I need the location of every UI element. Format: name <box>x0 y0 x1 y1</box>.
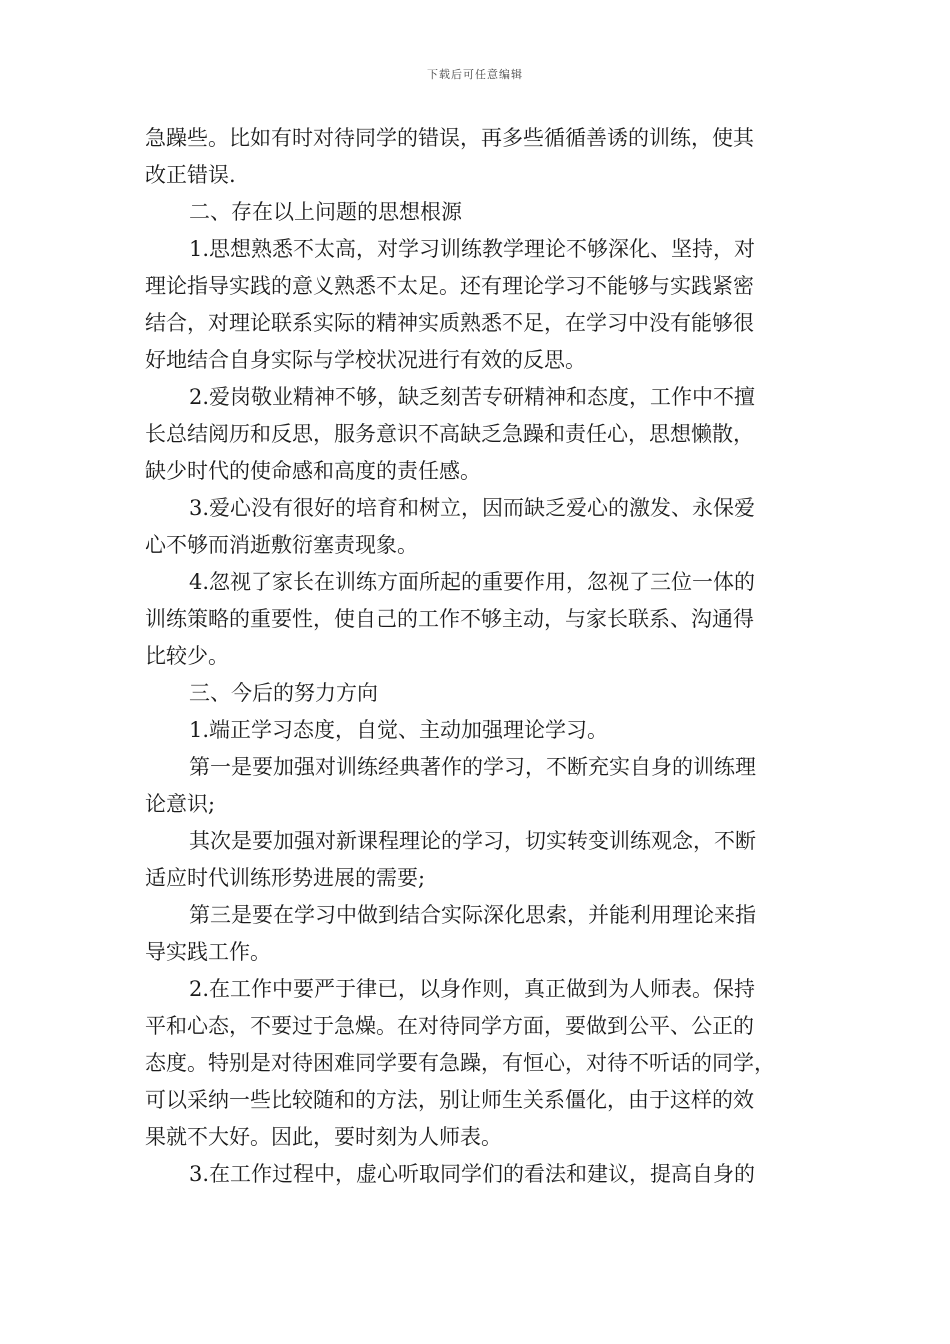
page-header: 下载后可任意编辑 <box>427 68 523 81</box>
text-line: 可以采纳一些比较随和的方法，别让师生关系僵化，由于这样的效 <box>145 1088 754 1112</box>
paragraph <box>145 712 813 749</box>
paragraph <box>145 1156 813 1193</box>
text-line: 1.端正学习态度，自觉、主动加强理论学习。 <box>189 718 609 742</box>
text-line: 第一是要加强对训练经典著作的学习，不断充实自身的训练理 <box>189 755 756 779</box>
paragraph <box>145 971 813 1156</box>
text-line: 果就不大好。因此，要时刻为人师表。 <box>145 1125 502 1149</box>
text-line: 心不够而消逝敷衍塞责现象。 <box>145 533 418 557</box>
text-line: 比较少。 <box>145 644 229 668</box>
text-line: 态度。特别是对待困难同学要有急躁，有恒心，对待不听话的同学， <box>145 1051 775 1075</box>
paragraph <box>145 823 813 897</box>
text-line: 理论指导实践的意义熟悉不太足。还有理论学习不能够与实践紧密 <box>145 274 754 298</box>
text-line: 2.爱岗敬业精神不够，缺乏刻苦专研精神和态度，工作中不擅 <box>189 385 756 409</box>
text-line: 第三是要在学习中做到结合实际深化思索，并能利用理论来指 <box>189 903 756 927</box>
text-line: 急躁些。比如有时对待同学的错误，再多些循循善诱的训练，使其 <box>145 126 754 150</box>
paragraph <box>145 120 813 194</box>
text-line: 三、今后的努力方向 <box>189 681 378 705</box>
text-line: 好地结合自身实际与学校状况进行有效的反思。 <box>145 348 586 372</box>
paragraph <box>145 194 813 231</box>
text-line: 结合，对理论联系实际的精神实质熟悉不足，在学习中没有能够很 <box>145 311 754 335</box>
text-line: 适应时代训练形势进展的需要; <box>145 866 426 890</box>
text-line: 论意识; <box>145 792 216 816</box>
text-line: 长总结阅历和反思，服务意识不高缺乏急躁和责任心，思想懒散， <box>145 422 754 446</box>
text-line: 二、存在以上问题的思想根源 <box>189 200 462 224</box>
paragraph <box>145 490 813 564</box>
text-line: 平和心态，不要过于急燥。在对待同学方面，要做到公平、公正的 <box>145 1014 754 1038</box>
text-line: 2.在工作中要严于律已，以身作则，真正做到为人师表。保持 <box>189 977 756 1001</box>
paragraph <box>145 897 813 971</box>
text-line: 4.忽视了家长在训练方面所起的重要作用，忽视了三位一体的 <box>189 570 756 594</box>
paragraph <box>145 379 813 490</box>
text-line: 训练策略的重要性，使自己的工作不够主动，与家长联系、沟通得 <box>145 607 754 631</box>
text-line: 缺少时代的使命感和高度的责任感。 <box>145 459 481 483</box>
paragraph <box>145 564 813 675</box>
text-line: 3.在工作过程中，虚心听取同学们的看法和建议，提高自身的 <box>189 1162 756 1186</box>
paragraph <box>145 231 813 379</box>
text-line: 1.思想熟悉不太高，对学习训练教学理论不够深化、坚持，对 <box>189 237 756 261</box>
document-body <box>145 120 813 1193</box>
text-line: 其次是要加强对新课程理论的学习，切实转变训练观念，不断 <box>189 829 756 853</box>
text-line: 导实践工作。 <box>145 940 271 964</box>
text-line: 3.爱心没有很好的培育和树立，因而缺乏爱心的激发、永保爱 <box>189 496 756 520</box>
paragraph <box>145 675 813 712</box>
text-line: 改正错误. <box>145 163 236 187</box>
paragraph <box>145 749 813 823</box>
